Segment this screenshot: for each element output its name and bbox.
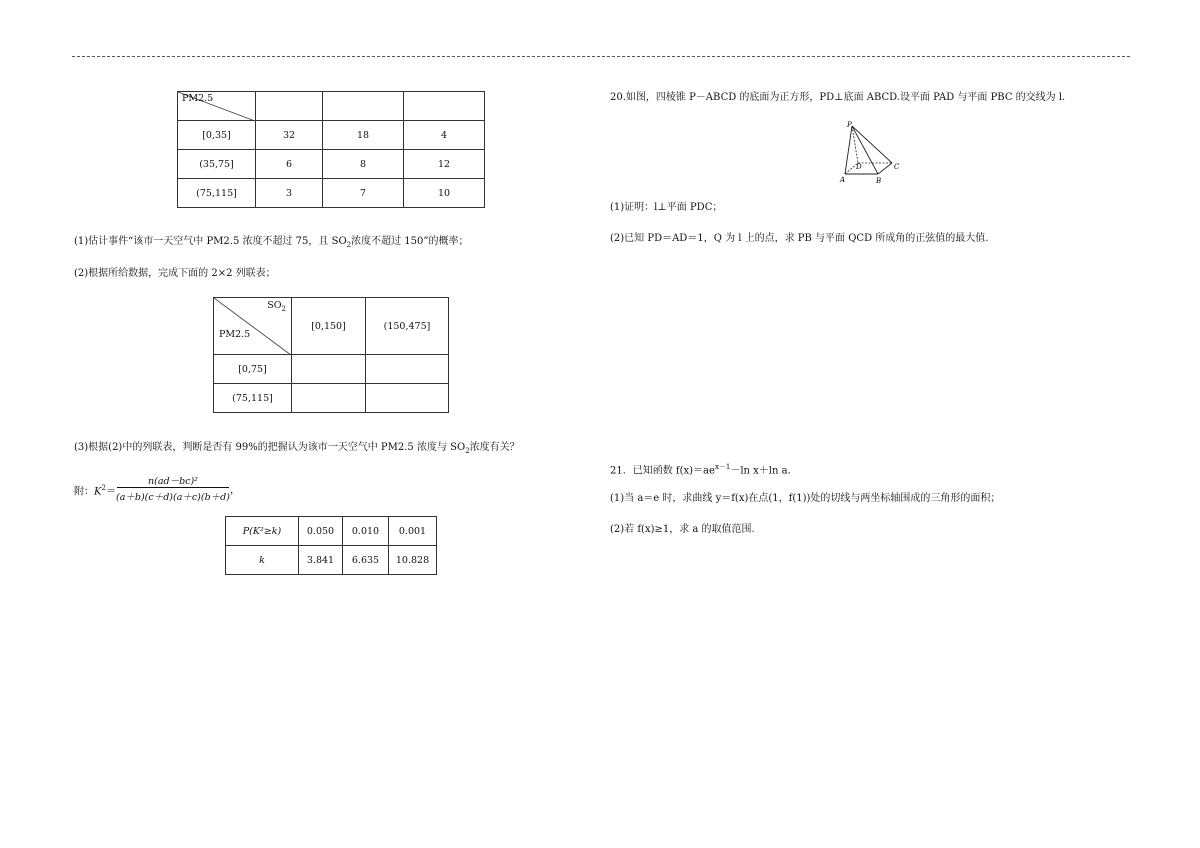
table-row bbox=[178, 121, 485, 150]
cell: 0.001 bbox=[389, 517, 437, 546]
contingency-table bbox=[213, 297, 449, 413]
label-p: P bbox=[847, 121, 852, 129]
formula-denominator: (a＋b)(c＋d)(a＋c)(b＋d) bbox=[116, 492, 230, 503]
table1-header-cell bbox=[323, 92, 404, 121]
pyramid-figure bbox=[835, 118, 905, 186]
table1-header-cell bbox=[404, 92, 485, 121]
table1-corner-cell bbox=[178, 92, 256, 121]
formula-numerator: n(ad－bc)² bbox=[148, 476, 198, 487]
label-b: B bbox=[876, 177, 882, 185]
col-header: (150,475] bbox=[366, 298, 449, 355]
header-rule bbox=[72, 56, 1130, 57]
table-row bbox=[178, 179, 485, 208]
row-label: k bbox=[226, 546, 299, 575]
q19-part3: (3)根据(2)中的列联表，判断是否有 99%的把握认为该市一天空气中 PM2.5 浓度与 $SO_2$浓度有关？ bbox=[74, 442, 520, 455]
label-d: D bbox=[856, 163, 862, 171]
table1-corner-label: PM2.5 bbox=[182, 93, 214, 104]
col-header: [0,150] bbox=[292, 298, 366, 355]
cell: 6 bbox=[256, 150, 323, 179]
row-label: [0,35] bbox=[178, 121, 256, 150]
cell: 32 bbox=[256, 121, 323, 150]
cell: 0.010 bbox=[343, 517, 389, 546]
table1-header-cell bbox=[256, 92, 323, 121]
table-row bbox=[226, 517, 437, 546]
row-label: [0,75] bbox=[214, 355, 292, 384]
critical-value-table bbox=[225, 516, 437, 575]
table-row bbox=[178, 150, 485, 179]
pm25-so2-frequency-table bbox=[177, 91, 485, 208]
row-label: P(K²≥k) bbox=[226, 517, 299, 546]
cell: 10.828 bbox=[389, 546, 437, 575]
q21-stem: 21．已知函数 $f(x)=ae^{x-1}-\ln$ x＋ln a. bbox=[610, 463, 791, 477]
table2-corner-cell bbox=[214, 298, 292, 355]
blank-cell bbox=[292, 384, 366, 413]
q20-part1: (1)证明：l⊥平面 PDC； bbox=[610, 202, 723, 213]
q20-stem: 20.如图，四棱锥 P－ABCD 的底面为正方形，PD⊥底面 ABCD.设平面 PAD 与平面 PBC 的交线为 l. bbox=[610, 92, 1066, 103]
q21-part1: (1)当 a＝e 时，求曲线 y＝f(x)在点(1，f(1))处的切线与两坐标轴围成的三角形的面积； bbox=[610, 493, 1001, 504]
row-label: (75,115] bbox=[214, 384, 292, 413]
cell: 18 bbox=[323, 121, 404, 150]
table-row bbox=[214, 384, 449, 413]
table-row bbox=[226, 546, 437, 575]
cell: 12 bbox=[404, 150, 485, 179]
q20-part2: (2)已知 PD＝AD＝1，Q 为 l 上的点，求 PB 与平面 QCD 所成角的正弦值的最大值. bbox=[610, 233, 989, 244]
table2-corner-bottom: PM2.5 bbox=[219, 329, 251, 340]
cell: 10 bbox=[404, 179, 485, 208]
q21-part2: (2)若 f(x)≥1，求 a 的取值范围. bbox=[610, 524, 755, 535]
cell: 0.050 bbox=[299, 517, 343, 546]
cell: 3 bbox=[256, 179, 323, 208]
label-a: A bbox=[840, 176, 846, 184]
cell: 7 bbox=[323, 179, 404, 208]
fraction-bar bbox=[117, 487, 229, 488]
table2-corner-top: $SO_2$ bbox=[267, 300, 286, 313]
blank-cell bbox=[292, 355, 366, 384]
blank-cell bbox=[366, 384, 449, 413]
row-label: (35,75] bbox=[178, 150, 256, 179]
q19-part2: (2)根据所给数据，完成下面的 2×2 列联表； bbox=[74, 268, 276, 279]
cell: 3.841 bbox=[299, 546, 343, 575]
label-c: C bbox=[894, 163, 900, 171]
cell: 8 bbox=[323, 150, 404, 179]
blank-cell bbox=[366, 355, 449, 384]
cell: 6.635 bbox=[343, 546, 389, 575]
cell: 4 bbox=[404, 121, 485, 150]
table-row bbox=[214, 355, 449, 384]
q19-part1: (1)估计事件“该市一天空气中 PM2.5 浓度不超过 75，且 $SO_2$浓度不超过 150”的概率； bbox=[74, 236, 469, 249]
row-label: (75,115] bbox=[178, 179, 256, 208]
